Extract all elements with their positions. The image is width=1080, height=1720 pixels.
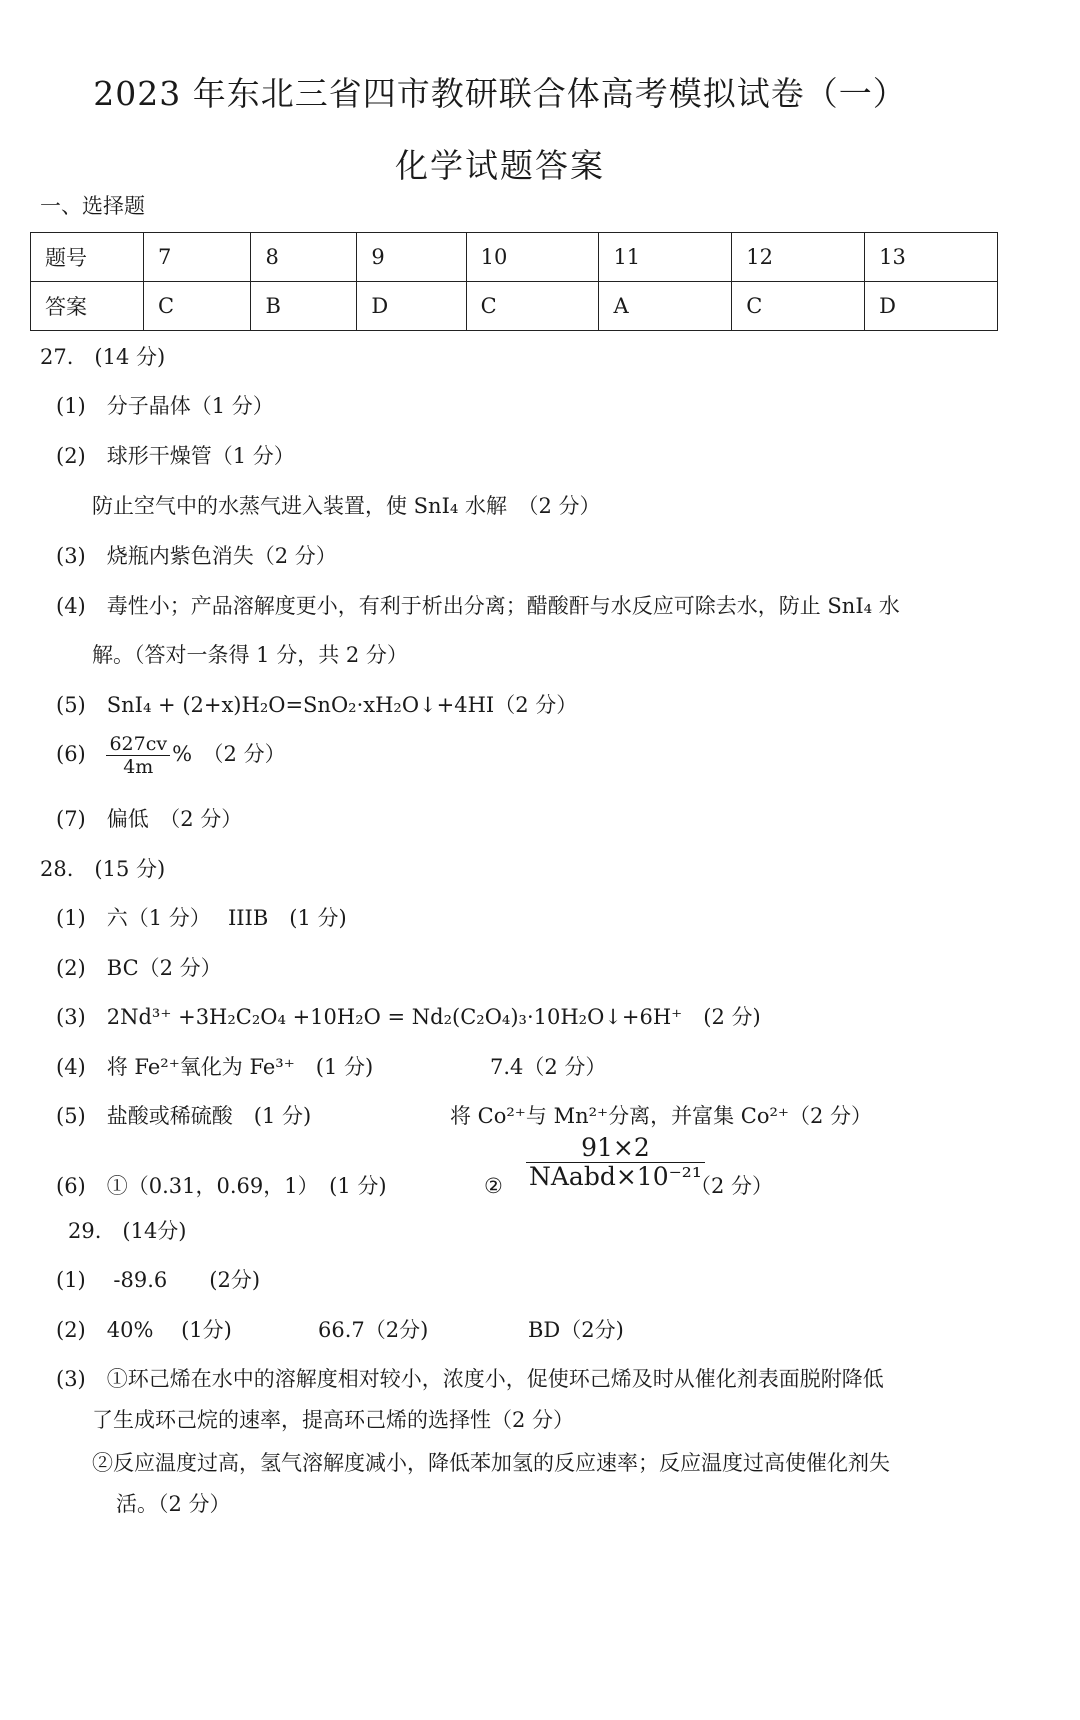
table-cell: 8 (251, 233, 357, 282)
q28-answer-6-left: (6) ①（0.31，0.69，1） (1 分) (56, 1174, 387, 1198)
q27-answer-1: (1) 分子晶体（1 分） (56, 394, 274, 418)
table-cell: B (251, 282, 357, 331)
table-cell: D (865, 282, 998, 331)
q29-answer-3c: ②反应温度过高，氢气溶解度减小，降低苯加氢的反应速率；反应温度过高使催化剂失 (92, 1451, 890, 1475)
table-cell: 10 (466, 233, 599, 282)
table-cell: D (357, 282, 466, 331)
q28-answer-4-right: 7.4（2 分） (490, 1055, 607, 1079)
q28-answer-1: (1) 六（1 分） IIIB (1 分) (56, 906, 347, 930)
q28-answer-2: (2) BC（2 分） (56, 956, 222, 980)
q27-answer-2b: 防止空气中的水蒸气进入装置，使 SnI₄ 水解 （2 分） (92, 494, 601, 518)
q28-answer-4-left: (4) 将 Fe²⁺氧化为 Fe³⁺ (1 分) (56, 1055, 374, 1079)
fraction (524, 1134, 707, 1191)
table-cell: A (599, 282, 732, 331)
q27-answer-6 (56, 733, 286, 778)
fraction-denominator: NAabd×10⁻²¹ (529, 1162, 702, 1191)
q29-answer-3d: 活。（2 分） (116, 1492, 231, 1516)
fraction-body (526, 1134, 705, 1191)
q29-answer-2a: (2) 40% (1分) (56, 1318, 232, 1342)
table-cell: 12 (732, 233, 865, 282)
q29-answer-2c: BD（2分) (528, 1318, 624, 1342)
q27-answer-2: (2) 球形干燥管（1 分） (56, 444, 295, 468)
q27-answer-6-label: (6) (56, 742, 86, 766)
q27-answer-3: (3) 烧瓶内紫色消失（2 分） (56, 544, 337, 568)
choice-answer-table (30, 232, 998, 331)
page-title: 2023 年东北三省四市教研联合体高考模拟试卷（一） (93, 74, 907, 113)
page-subtitle: 化学试题答案 (395, 146, 605, 185)
table-cell: 9 (357, 233, 466, 282)
table-cell: C (732, 282, 865, 331)
table-row-label: 题号 (31, 233, 144, 282)
table-cell: C (466, 282, 599, 331)
q28-answer-5-left: (5) 盐酸或稀硫酸 (1 分) (56, 1104, 312, 1128)
section-heading-choice: 一、选择题 (40, 194, 145, 218)
q29-header: 29. (14分) (68, 1219, 187, 1243)
table-cell: 13 (865, 233, 998, 282)
q27-answer-7: (7) 偏低 （2 分） (56, 807, 243, 831)
fraction-denominator: 4m (123, 756, 154, 778)
fraction-numerator: 91×2 (526, 1134, 705, 1163)
q27-answer-6-suffix: % （2 分） (172, 742, 286, 766)
q27-header: 27. (14 分) (40, 345, 166, 369)
fraction (106, 733, 170, 778)
table-row (31, 233, 998, 282)
table-cell: 11 (599, 233, 732, 282)
q28-answer-5-right: 将 Co²⁺与 Mn²⁺分离，并富集 Co²⁺（2 分） (450, 1104, 873, 1128)
q29-answer-3: (3) ①环己烯在水中的溶解度相对较小，浓度小，促使环己烯及时从催化剂表面脱附降低 (56, 1367, 884, 1391)
q27-answer-4: (4) 毒性小；产品溶解度更小，有利于析出分离；醋酸酐与水反应可除去水，防止 SnI₄ 水 (56, 594, 900, 618)
q28-answer-6-suffix: （2 分） (690, 1174, 774, 1198)
table-row (31, 282, 998, 331)
q27-answer-4b: 解。（答对一条得 1 分，共 2 分） (92, 643, 408, 667)
q27-answer-5: (5) SnI₄ + (2+x)H₂O=SnO₂·xH₂O↓+4HI（2 分） (56, 693, 578, 717)
q28-answer-3: (3) 2Nd³⁺ +3H₂C₂O₄ +10H₂O = Nd₂(C₂O₄)₃·10H₂O↓+6H⁺ (2 分) (56, 1005, 761, 1029)
fraction-numerator: 627cv (106, 733, 170, 756)
q28-answer-6-mark: ② (484, 1174, 503, 1198)
q28-header: 28. (15 分) (40, 857, 166, 881)
q29-answer-3b: 了生成环己烷的速率，提高环己烯的选择性（2 分） (92, 1408, 575, 1432)
q29-answer-2b: 66.7（2分) (318, 1318, 429, 1342)
table-row-label: 答案 (31, 282, 144, 331)
table-cell: C (144, 282, 251, 331)
table-cell: 7 (144, 233, 251, 282)
q29-answer-1: (1) -89.6 (2分) (56, 1268, 261, 1292)
